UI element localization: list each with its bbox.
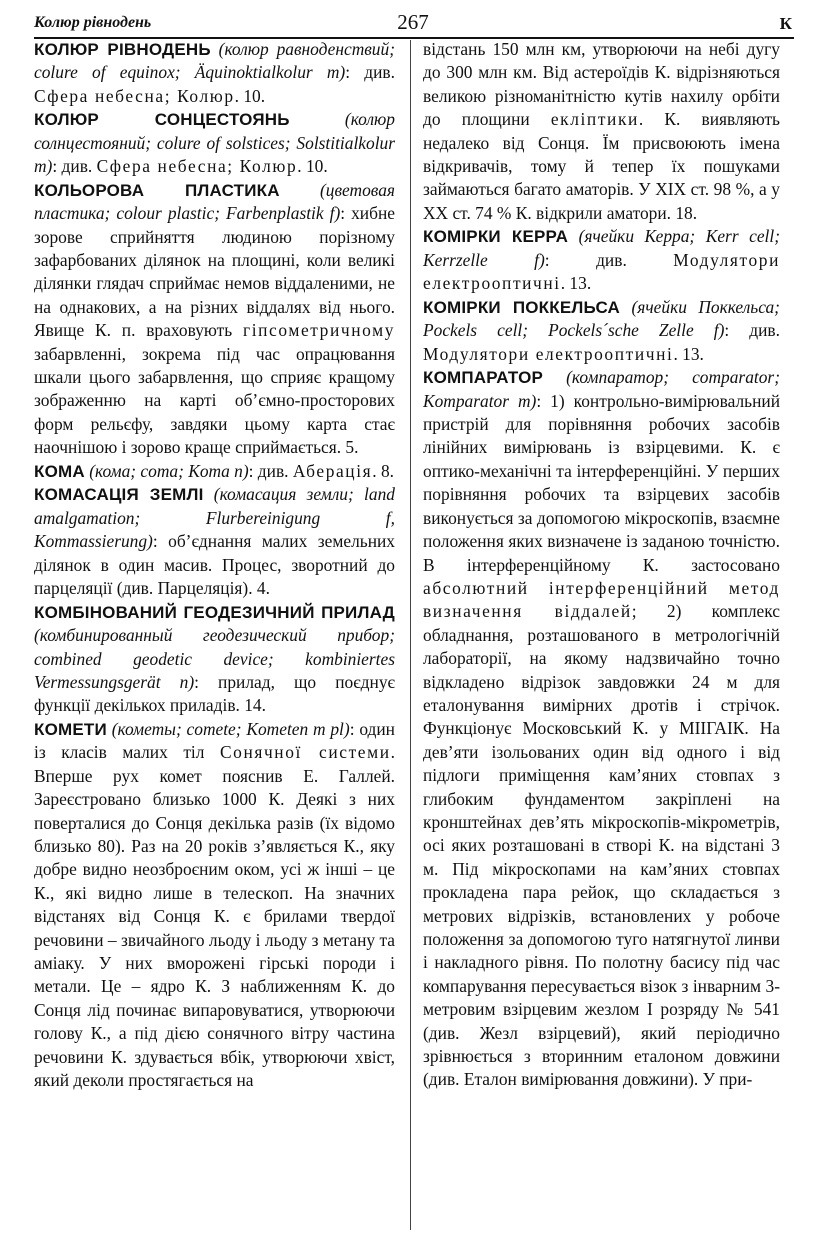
entry-crossref: гіпсометричному (242, 320, 395, 341)
left-column (34, 38, 395, 1093)
entry-headword: КОМАСАЦІЯ ЗЕМЛІ (34, 485, 204, 505)
entry-tail: . 8. (372, 460, 394, 481)
entry-body: : див. (248, 460, 293, 481)
page-number: 267 (397, 10, 429, 34)
entry-crossref: Модулятори електрооптичні (423, 343, 674, 364)
entry-headword: КОЛЮР СОНЦЕСТОЯНЬ (34, 110, 290, 130)
entry-tail: . 10. (297, 156, 328, 177)
entry-body: : 1) контрольно-вимірювальний пристрій для порівняння робочих засобів лінійних вимірювань із взірцевими. К. є оптико-механічні та інтерференційні. У перших порівняння робочих та взірцевих засобів виконується за допомогою мікроскопів, взаємне положення яких визначене із заданою точністю. В інтерференційному К. застосовано (423, 390, 780, 575)
entry-tail: . Вперше рух комет пояснив Е. Галлей. Зареєстровано близько 1000 К. Деякі з них поверталися до Сонця декілька разів (їх відомо близько 80). Раз на 20 років з’являється К., яку добре видно неозброєним оком, усі ж інші – це К., які видно лише в телескоп. На значних відстанях від Сонця К. є брилами твердої речовини – звичайного льоду і льоду з метану та аміаку. У них вморожені гірські породи і метали. Це – ядро К. З наближенням К. до Сонця лід починає випаровуватися, утворюючи голову К., а під дією сонячного вітру частина речовини К. здувається вбік, утворюючи хвіст, який деколи простягається на (34, 742, 395, 1090)
entry-synonyms: (ячейки Керра; Kerr cell; Kerrzelle f) (423, 226, 780, 270)
entry-body: : хибне зорове сприйняття людиною порізному зафарбованих ділянок на площині, коли великі ділянки глядач сприймає немов віддаленими, не на однакових, а на різних віддалях від нього. Явище К. п. враховують (34, 203, 395, 341)
entry-crossref: Аберація (292, 460, 373, 481)
dictionary-entry (34, 483, 395, 600)
entry-body: відстань 150 млн км, утворюючи на небі дугу до 300 млн км. Від астероїдів К. відрізняються великою різноманітністю кутів нахилу орбіти до площини (423, 39, 780, 130)
running-title: Колюр рівнодень (34, 14, 152, 31)
right-column (423, 38, 780, 1092)
entry-synonyms: (компаратор; comparator; Komparator m) (423, 367, 780, 411)
entry-headword: КОЛЮР РІВНОДЕНЬ (34, 40, 211, 59)
entry-synonyms: (кометы; comete; Kometen m pl) (111, 718, 350, 739)
entry-headword: КОМІРКИ ПОККЕЛЬСА (423, 297, 621, 317)
dictionary-entry (423, 225, 780, 295)
entry-headword: КОМІРКИ КЕРРА (423, 227, 569, 247)
entry-crossref: Сонячної системи (219, 742, 391, 763)
dictionary-entry (34, 38, 395, 108)
entry-tail: . 13. (673, 343, 704, 364)
entry-synonyms: (комбинированный геодезический прибор; combined geodetic device; kombiniertes Vermessungsgerät n) (34, 625, 395, 692)
entry-synonyms: (цветовая пластика; colour plastic; Farbenplastik f) (34, 179, 395, 224)
entry-headword: КОМЕТИ (34, 719, 107, 739)
entry-body: : див. (52, 156, 97, 177)
dictionary-entry (34, 460, 395, 483)
entry-crossref: екліптики (550, 109, 639, 130)
entry-headword: КОМА (34, 461, 85, 481)
column-divider (410, 40, 411, 1230)
dictionary-entry (34, 601, 395, 718)
entry-body: : див. (345, 62, 395, 83)
entry-tail: . К. виявляють недалеко від Сонця. Їм присвоюють імена відкривачів, тому й тепер їх пошуками займаються багато аматорів. У XIX ст. 98 %, а у XX ст. 74 % К. відкрили аматори. 18. (423, 109, 780, 223)
entry-body: : див. (724, 320, 780, 341)
entry-headword: КОМПАРАТОР (423, 368, 544, 388)
entry-synonyms: (кома; coma; Koma n) (89, 460, 249, 481)
entry-tail: ; 2) комплекс обладнання, розташованого в метрологічній лабораторії, на якому надзвичайно точно відкладено відрізок завдовжки 24 м для еталонування вимірних дротів і стрічок. Функціонує Московський К. у МІІГАІК. На дев’яти ізольованих один від одного і від підлоги приміщення кам’яних стовпах з глибоким фундаментом закріплені на кронштейнах дев’ять мікроскопів-мікрометрів, осі яких розташовані в створі К. на відстані 3 м. Під мікроскопами на кам’яних стовпах прокладена пара рейок, що складається з метрових відрізків, встановлених у робоче положення за допомогою туго натягнутої линви і накладного рівня. По полотну басису під час компарування пересувається візок з інварним 3-метровим взірцевим жезлом І розряду № 541 (див. Жезл взірцевий), який періодично зрівнюється з вторинним еталоном довжини (див. Еталон вимірювання довжини). У при- (423, 601, 781, 1090)
entry-headword: КОМБІНОВАНИЙ ГЕОДЕЗИЧНИЙ ПРИЛАД (34, 602, 395, 622)
entry-body: : об’єднання малих земельних ділянок в один масив. Процес, зворотний до парцеляції (див. Парцеляція). 4. (34, 531, 395, 599)
entry-crossref: Сфера небесна; Колюр (34, 85, 235, 106)
entry-body: : прилад, що поєднує функції декількох приладів. 14. (34, 671, 395, 716)
entry-crossref: абсолютний інтерференційний метод визначення віддалей (423, 577, 780, 622)
entry-tail: . 10. (234, 85, 266, 106)
entry-synonyms: (колюр равноденствий; colure of equinox; Äquinoktialkolur m) (34, 39, 395, 83)
entry-continuation (423, 38, 780, 225)
entry-headword: КОЛЬОРОВА ПЛАСТИКА (34, 180, 280, 200)
entry-crossref: Модулятори електрооптичні (423, 249, 780, 294)
dictionary-entry (423, 296, 780, 366)
entry-synonyms: (ячейки Поккельса; Pockels cell; Pockels´sche Zelle f) (423, 296, 780, 341)
dictionary-entry (34, 179, 395, 460)
dictionary-entry (34, 108, 395, 178)
dictionary-entry (423, 366, 780, 1092)
dictionary-entry (34, 718, 395, 1093)
entry-body: : один із класів малих тіл (34, 718, 395, 763)
section-letter: К (779, 14, 792, 33)
entry-synonyms: (комасация земли; land amalgamation; Flurbereinigung f, Kommassierung) (34, 484, 395, 552)
entry-body: : див. (544, 249, 674, 270)
entry-crossref: Сфера небесна; Колюр (96, 156, 298, 177)
entry-tail: . 13. (560, 273, 592, 294)
page-header (34, 8, 792, 38)
entry-synonyms: (колюр солнцестояний; colure of solstices; Solstitialkolur m) (34, 109, 395, 177)
entry-tail: забарвленні, зокрема під час опрацювання шкали цього забарвлення, що сприяє кращому зображенню на карті об’ємно-просторових форм рельєфу, завдяки цьому карта стає наочнішою і зорово краще сприймається. 5. (34, 343, 395, 458)
